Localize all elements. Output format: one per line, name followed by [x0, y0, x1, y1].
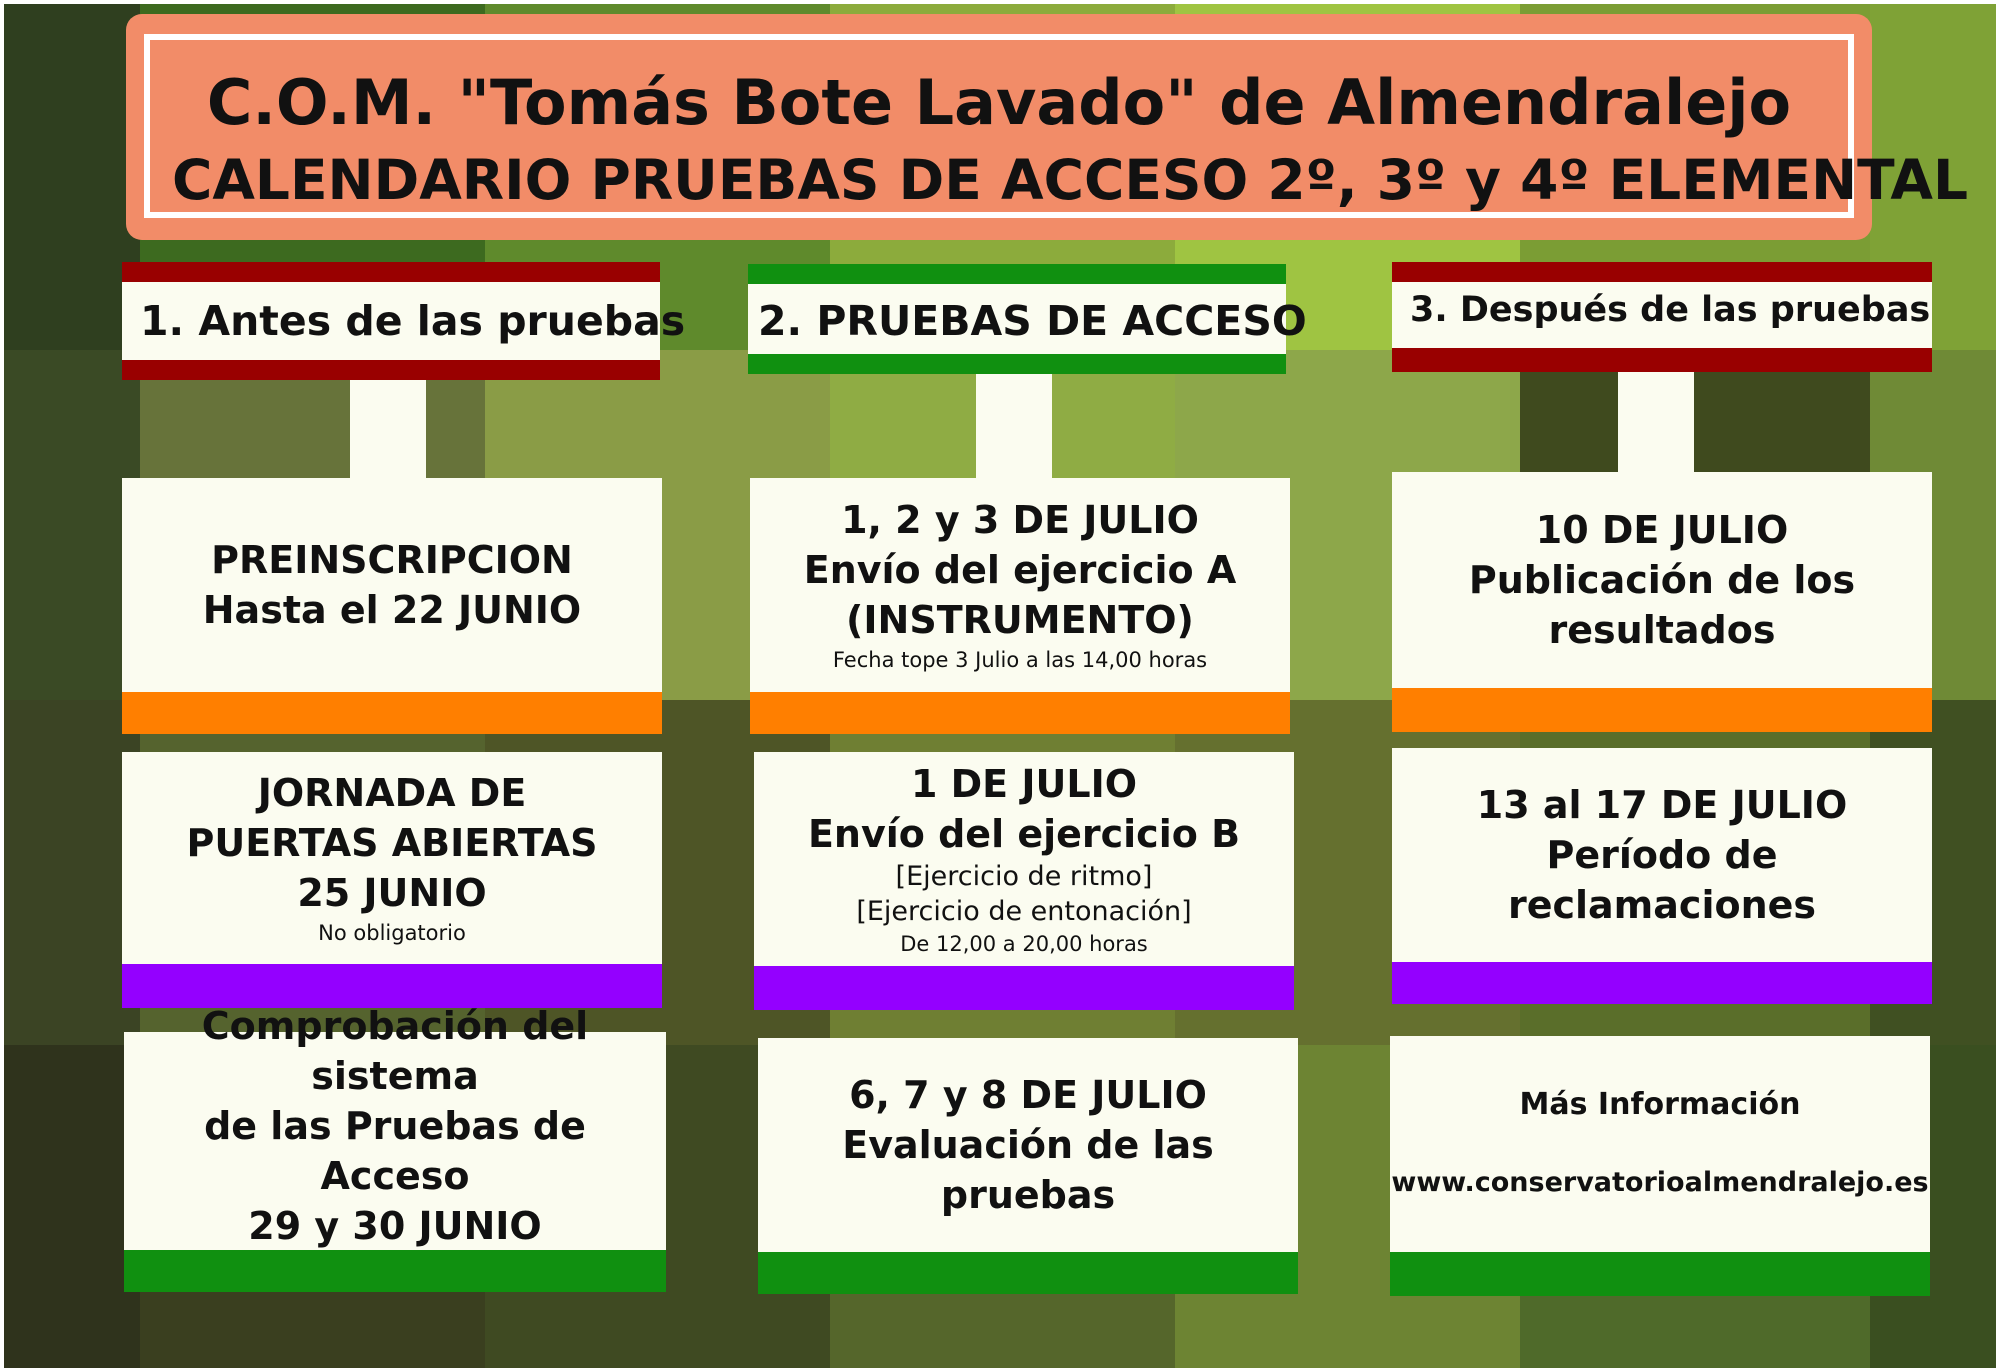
card-note: De 12,00 a 20,00 horas: [900, 932, 1148, 956]
accent-strip: [1390, 1252, 1930, 1296]
card-line: 1 DE JULIO: [910, 762, 1138, 806]
accent-strip: [1392, 688, 1932, 732]
card-line: Período de: [1546, 833, 1778, 877]
card-line: Envío del ejercicio B: [807, 812, 1241, 856]
column-header-label: 2. PRUEBAS DE ACCESO: [758, 297, 1307, 345]
card-line: 6, 7 y 8 DE JULIO: [849, 1073, 1207, 1117]
connector-before: [350, 380, 426, 478]
website-link[interactable]: www.conservatorioalmendralejo.es: [1391, 1167, 1929, 1198]
card-mas-informacion: [1390, 1036, 1930, 1296]
card-line: 29 y 30 JUNIO: [248, 1204, 542, 1248]
card-line: Hasta el 22 JUNIO: [202, 588, 582, 632]
card-line: pruebas: [940, 1173, 1116, 1217]
column-header-label: 3. Después de las pruebas: [1410, 290, 1931, 330]
accent-strip: [1392, 962, 1932, 1004]
background-tile: [0, 350, 140, 700]
card-line: 10 DE JULIO: [1535, 508, 1789, 552]
card-line: PUERTAS ABIERTAS: [186, 821, 598, 865]
accent-strip: [122, 692, 662, 734]
card-ejercicio-a: [750, 478, 1290, 734]
card-line: Comprobación del sistema: [201, 1004, 589, 1098]
card-preinscripcion: [122, 478, 662, 734]
card-note: No obligatorio: [318, 921, 466, 945]
card-line: Evaluación de las: [842, 1123, 1214, 1167]
card-comprobacion: [124, 1004, 666, 1292]
card-line: Envío del ejercicio A: [803, 548, 1237, 592]
card-note: Fecha tope 3 Julio a las 14,00 horas: [832, 648, 1208, 672]
column-header-label: 1. Antes de las pruebas: [140, 297, 686, 345]
card-reclamaciones: [1392, 748, 1932, 1004]
card-line: de las Pruebas de Acceso: [204, 1104, 586, 1198]
title-banner: [126, 14, 1968, 240]
column-header-after: [1392, 262, 1932, 372]
card-ejercicio-b: [754, 752, 1294, 1010]
card-line: resultados: [1548, 608, 1776, 652]
card-subline: [Ejercicio de entonación]: [856, 896, 1192, 927]
card-puertas-abiertas: [122, 752, 662, 1008]
card-line: Publicación de los: [1468, 558, 1856, 602]
card-line: 13 al 17 DE JULIO: [1476, 783, 1848, 827]
column-header-pruebas: [748, 264, 1307, 374]
card-line: JORNADA DE: [257, 771, 527, 815]
card-line: 25 JUNIO: [297, 871, 487, 915]
accent-strip: [750, 692, 1290, 734]
title-frame: [144, 34, 1968, 218]
info-label: Más Información: [1519, 1087, 1801, 1122]
card-line: 1, 2 y 3 DE JULIO: [841, 498, 1199, 542]
column-header-before: [122, 262, 686, 380]
card-subline: [Ejercicio de ritmo]: [895, 861, 1153, 892]
background-tile: [0, 700, 140, 1045]
card-line: reclamaciones: [1507, 883, 1817, 927]
background-tile: [0, 1045, 140, 1372]
accent-strip: [758, 1252, 1298, 1294]
card-line: PREINSCRIPCION: [211, 538, 573, 582]
accent-strip: [124, 1250, 666, 1292]
school-title: C.O.M. "Tomás Bote Lavado" de Almendralejo: [206, 66, 1792, 139]
background-tile: [0, 0, 140, 350]
card-resultados: [1392, 472, 1932, 732]
connector-after: [1618, 372, 1694, 472]
accent-strip: [754, 966, 1294, 1010]
connector-pruebas: [976, 374, 1052, 478]
card-evaluacion: [758, 1038, 1298, 1294]
calendar-title: CALENDARIO PRUEBAS DE ACCESO 2º, 3º y 4º ELEMENTAL: [172, 148, 1968, 212]
card-line: (INSTRUMENTO): [846, 598, 1194, 642]
